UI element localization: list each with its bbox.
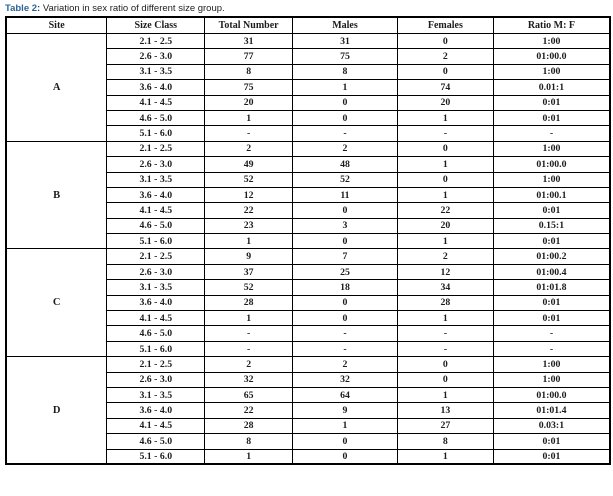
ratio-cell: 1:00 <box>493 172 610 187</box>
females-cell: 2 <box>397 249 493 264</box>
size-class-cell: 4.6 - 5.0 <box>107 434 205 449</box>
column-header-total-number: Total Number <box>205 17 293 34</box>
females-cell: 12 <box>397 264 493 279</box>
total-number-cell: 65 <box>205 387 293 402</box>
size-class-cell: 3.6 - 4.0 <box>107 295 205 310</box>
total-number-cell: 8 <box>205 64 293 79</box>
ratio-cell: 0:01 <box>493 95 610 110</box>
table-row-site-a-1 <box>6 34 610 49</box>
total-number-cell: 28 <box>205 295 293 310</box>
size-class-cell: 5.1 - 6.0 <box>107 234 205 249</box>
females-cell: 1 <box>397 311 493 326</box>
males-cell: 3 <box>293 218 398 233</box>
males-cell: 18 <box>293 280 398 295</box>
females-cell: 0 <box>397 64 493 79</box>
ratio-cell: 01:00.1 <box>493 187 610 202</box>
males-cell: 25 <box>293 264 398 279</box>
total-number-cell: 32 <box>205 372 293 387</box>
size-class-cell: 4.1 - 4.5 <box>107 418 205 433</box>
total-number-cell: 1 <box>205 110 293 125</box>
total-number-cell: 52 <box>205 172 293 187</box>
site-cell-c: C <box>6 249 107 357</box>
size-class-cell: 4.6 - 5.0 <box>107 218 205 233</box>
males-cell: 0 <box>293 110 398 125</box>
females-cell: 0 <box>397 172 493 187</box>
males-cell: 1 <box>293 418 398 433</box>
table-body <box>6 34 610 465</box>
total-number-cell: 12 <box>205 187 293 202</box>
size-class-cell: 2.6 - 3.0 <box>107 264 205 279</box>
males-cell: - <box>293 126 398 141</box>
ratio-cell: 0:01 <box>493 311 610 326</box>
size-class-cell: 5.1 - 6.0 <box>107 126 205 141</box>
total-number-cell: 8 <box>205 434 293 449</box>
ratio-cell: 1:00 <box>493 357 610 372</box>
size-class-cell: 3.1 - 3.5 <box>107 172 205 187</box>
ratio-cell: 0.01:1 <box>493 80 610 95</box>
size-class-cell: 2.6 - 3.0 <box>107 372 205 387</box>
females-cell: 1 <box>397 187 493 202</box>
total-number-cell: 28 <box>205 418 293 433</box>
ratio-cell: 0:01 <box>493 295 610 310</box>
males-cell: 1 <box>293 80 398 95</box>
males-cell: 0 <box>293 449 398 464</box>
size-class-cell: 2.1 - 2.5 <box>107 357 205 372</box>
table-row-site-d-1 <box>6 357 610 372</box>
females-cell: 13 <box>397 403 493 418</box>
size-class-cell: 3.1 - 3.5 <box>107 280 205 295</box>
total-number-cell: 75 <box>205 80 293 95</box>
header-row <box>6 17 610 34</box>
ratio-cell: - <box>493 326 610 341</box>
females-cell: 28 <box>397 295 493 310</box>
males-cell: 9 <box>293 403 398 418</box>
table-row-site-c-1 <box>6 249 610 264</box>
ratio-cell: 01:00.2 <box>493 249 610 264</box>
table-caption-text: Variation in sex ratio of different size group. <box>40 3 225 14</box>
size-class-cell: 2.1 - 2.5 <box>107 141 205 156</box>
ratio-cell: 1:00 <box>493 372 610 387</box>
males-cell: 0 <box>293 203 398 218</box>
females-cell: 22 <box>397 203 493 218</box>
size-class-cell: 3.6 - 4.0 <box>107 80 205 95</box>
total-number-cell: 22 <box>205 403 293 418</box>
females-cell: 20 <box>397 95 493 110</box>
total-number-cell: 77 <box>205 49 293 64</box>
total-number-cell: 2 <box>205 357 293 372</box>
males-cell: 32 <box>293 372 398 387</box>
males-cell: 0 <box>293 234 398 249</box>
ratio-cell: 01:00.4 <box>493 264 610 279</box>
females-cell: 0 <box>397 34 493 49</box>
site-cell-d: D <box>6 357 107 465</box>
ratio-cell: 1:00 <box>493 34 610 49</box>
total-number-cell: - <box>205 326 293 341</box>
size-class-cell: 4.1 - 4.5 <box>107 95 205 110</box>
females-cell: 1 <box>397 110 493 125</box>
males-cell: 52 <box>293 172 398 187</box>
total-number-cell: 22 <box>205 203 293 218</box>
size-class-cell: 2.6 - 3.0 <box>107 157 205 172</box>
females-cell: 2 <box>397 49 493 64</box>
females-cell: 1 <box>397 234 493 249</box>
females-cell: 0 <box>397 141 493 156</box>
size-class-cell: 2.6 - 3.0 <box>107 49 205 64</box>
males-cell: 0 <box>293 295 398 310</box>
males-cell: 0 <box>293 95 398 110</box>
total-number-cell: 31 <box>205 34 293 49</box>
total-number-cell: 1 <box>205 449 293 464</box>
females-cell: 27 <box>397 418 493 433</box>
ratio-cell: 0.03:1 <box>493 418 610 433</box>
ratio-cell: 0:01 <box>493 203 610 218</box>
males-cell: 2 <box>293 357 398 372</box>
ratio-cell: 1:00 <box>493 141 610 156</box>
size-class-cell: 3.6 - 4.0 <box>107 187 205 202</box>
ratio-cell: 0:01 <box>493 234 610 249</box>
total-number-cell: 20 <box>205 95 293 110</box>
size-class-cell: 3.6 - 4.0 <box>107 403 205 418</box>
females-cell: 1 <box>397 449 493 464</box>
total-number-cell: - <box>205 341 293 356</box>
sex-ratio-table <box>5 16 611 465</box>
males-cell: 11 <box>293 187 398 202</box>
size-class-cell: 3.1 - 3.5 <box>107 387 205 402</box>
table-caption <box>4 2 610 16</box>
column-header-size-class: Size Class <box>107 17 205 34</box>
ratio-cell: 0:01 <box>493 434 610 449</box>
table-caption-separator: : <box>37 3 41 14</box>
ratio-cell: - <box>493 126 610 141</box>
males-cell: 0 <box>293 434 398 449</box>
ratio-cell: 01:00.0 <box>493 157 610 172</box>
column-header-females: Females <box>397 17 493 34</box>
total-number-cell: - <box>205 126 293 141</box>
ratio-cell: 01:00.0 <box>493 49 610 64</box>
males-cell: 8 <box>293 64 398 79</box>
site-cell-a: A <box>6 34 107 142</box>
ratio-cell: 1:00 <box>493 64 610 79</box>
size-class-cell: 4.6 - 5.0 <box>107 110 205 125</box>
males-cell: 0 <box>293 311 398 326</box>
size-class-cell: 5.1 - 6.0 <box>107 341 205 356</box>
females-cell: 34 <box>397 280 493 295</box>
site-cell-b: B <box>6 141 107 249</box>
total-number-cell: 23 <box>205 218 293 233</box>
ratio-cell: - <box>493 341 610 356</box>
females-cell: 1 <box>397 157 493 172</box>
total-number-cell: 9 <box>205 249 293 264</box>
total-number-cell: 1 <box>205 234 293 249</box>
males-cell: 2 <box>293 141 398 156</box>
males-cell: - <box>293 326 398 341</box>
males-cell: 64 <box>293 387 398 402</box>
total-number-cell: 49 <box>205 157 293 172</box>
total-number-cell: 1 <box>205 311 293 326</box>
column-header-males: Males <box>293 17 398 34</box>
females-cell: 20 <box>397 218 493 233</box>
size-class-cell: 4.6 - 5.0 <box>107 326 205 341</box>
ratio-cell: 0:01 <box>493 110 610 125</box>
total-number-cell: 37 <box>205 264 293 279</box>
females-cell: 74 <box>397 80 493 95</box>
size-class-cell: 2.1 - 2.5 <box>107 34 205 49</box>
table-caption-label: Table 2 <box>5 3 38 14</box>
males-cell: 31 <box>293 34 398 49</box>
females-cell: 0 <box>397 372 493 387</box>
ratio-cell: 0:01 <box>493 449 610 464</box>
size-class-cell: 3.1 - 3.5 <box>107 64 205 79</box>
males-cell: 75 <box>293 49 398 64</box>
females-cell: 8 <box>397 434 493 449</box>
females-cell: - <box>397 341 493 356</box>
females-cell: - <box>397 126 493 141</box>
column-header-site: Site <box>6 17 107 34</box>
size-class-cell: 4.1 - 4.5 <box>107 311 205 326</box>
column-header-ratio-m-f: Ratio M: F <box>493 17 610 34</box>
males-cell: 48 <box>293 157 398 172</box>
total-number-cell: 52 <box>205 280 293 295</box>
ratio-cell: 0.15:1 <box>493 218 610 233</box>
ratio-cell: 01:01.4 <box>493 403 610 418</box>
males-cell: - <box>293 341 398 356</box>
size-class-cell: 4.1 - 4.5 <box>107 203 205 218</box>
females-cell: 0 <box>397 357 493 372</box>
table-row-site-b-1 <box>6 141 610 156</box>
ratio-cell: 01:00.0 <box>493 387 610 402</box>
total-number-cell: 2 <box>205 141 293 156</box>
males-cell: 7 <box>293 249 398 264</box>
females-cell: - <box>397 326 493 341</box>
ratio-cell: 01:01.8 <box>493 280 610 295</box>
females-cell: 1 <box>397 387 493 402</box>
size-class-cell: 5.1 - 6.0 <box>107 449 205 464</box>
size-class-cell: 2.1 - 2.5 <box>107 249 205 264</box>
